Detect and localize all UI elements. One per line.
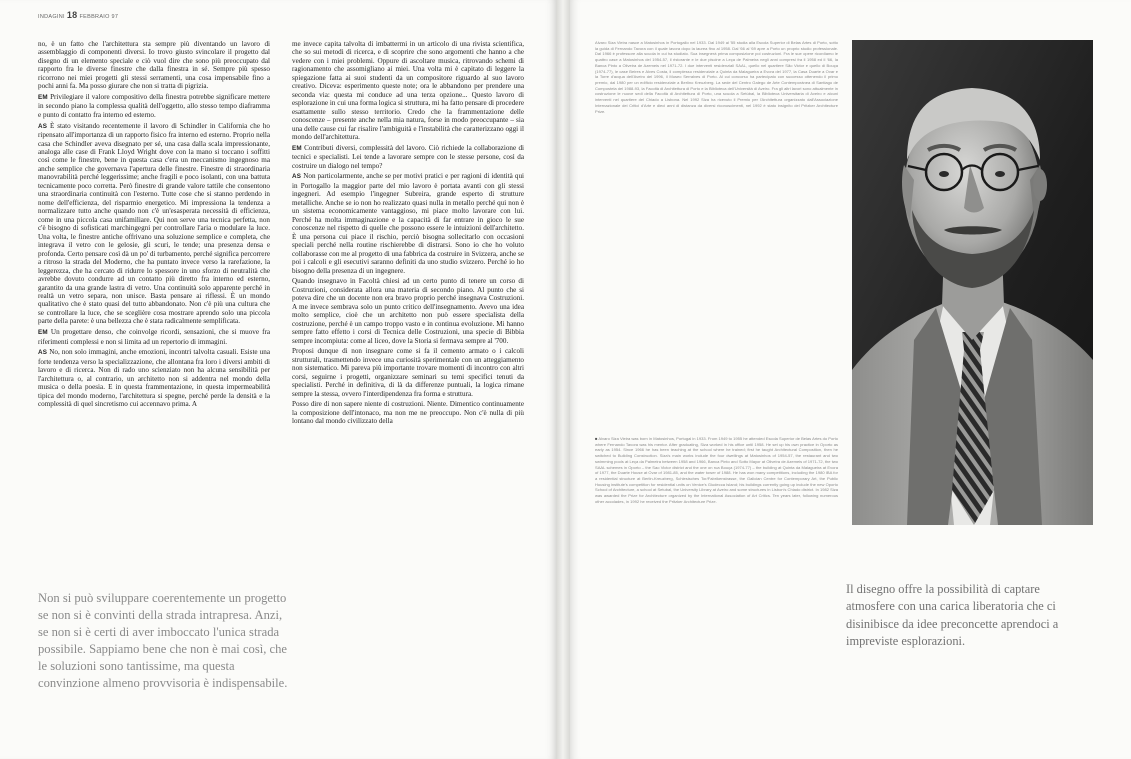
- speaker-label: AS: [292, 173, 302, 181]
- speaker-label: EM: [38, 94, 48, 101]
- speaker-label: EM: [292, 144, 302, 152]
- pull-quote: Non si può sviluppare coerentemente un progetto se non si è convinti della strada intrapresa. Anzi, se non si è certi di aver imboccato l'unica strada possibile. Sappiamo bene che non è mai così, che le soluzioni sono tantissime, ma questa convinzione almeno provvisoria è indispensabile.: [38, 591, 288, 690]
- paragraph: [38, 328, 270, 346]
- paragraph: [292, 144, 524, 170]
- paragraph-text: Contributi diversi, complessità del lavoro. Ciò richiede la collaborazione di tecnici e specialisti. Lei tende a lavorare sempre con le stesse persone, così da costruire un dialogo nel tempo?: [292, 143, 524, 170]
- paragraph: [38, 40, 270, 91]
- portrait-photo: [852, 40, 1093, 525]
- paragraph: [38, 93, 270, 119]
- page-number: 18: [66, 10, 78, 20]
- paragraph: [292, 277, 524, 345]
- paragraph-text: no, è un fatto che l'architettura sta sempre più diventando un lavoro di assemblaggio di componenti diversi. Io trovo giusto svincolare il progetto dal disegno di un elemento speciale e ciò vuol dire che sono più preoccupato dal rapporto fra le diverse finestre che dalla finestra in sé. Sempre più spesso ricorrono nei miei progetti gli stessi serramenti, una cosa impensabile fino a pochi anni fa. Ma posso giurare che non si tratta di pigrizia.: [38, 40, 270, 91]
- speaker-label: EM: [38, 329, 48, 337]
- paragraph-text: No, non solo immagini, anche emozioni, incontri talvolta casuali. Esiste una forte tendenza verso la specializzazione, che allontana fra loro i diversi ambiti di lavoro e di ricerca. Non di rado uno scienziato non ha alcuna sensibilità per l'architettura o, al contrario, un architetto non si addentra nel mondo della musica o della poesia. E in questa frammentazione, in questa impermeabilità tipica del mondo moderno, l'architettura si spegne, perché perde la densità e la complessità di quel sincretismo cui accennavo prima. A: [38, 348, 270, 408]
- paragraph: [292, 172, 524, 275]
- paragraph-text: Posso dire di non sapere niente di costruzioni. Niente. Dimentico continuamente la composizione dell'intonaco, ma non me ne preoccupo. Non c'è nulla di più lontano dal mondo civilizzato della: [292, 400, 524, 426]
- paragraph-text: È stato visitando recentemente il lavoro di Schindler in California che ho ripensato all'importanza di un rapporto fisico fra interno ed esterno. Proprio nella casa che Schindler aveva disegnato per sé, una casa dalla scala impressionante, analoga alle case di Frank Lloyd Wright dove con la mano si toccano i soffitti così come le finestre, bene in questa casa c'era un meccanismo ingegnoso ma anche semplice che governava l'apertura delle finestre. Finestre di straordinaria manovrabilità perché leggerissime; anche fragili e poco isolanti, con una battuta tecnicamente poco corretta. Però finestre di grande valore tattile che consentono una straordinaria continuità con l'esterno. Tutte cose che si stanno perdendo in nome dell'efficienza, del risparmio energetico. Mi impressiona la tendenza a normalizzare tutto anche quando non c'è un'esasperata necessità di efficienza, come in una piccola casa unifamiliare. Qui non serve una tecnica perfetta, non c'è bisogno di sofisticati marchingegni per controllare l'aria o modulare la luce. Una volta, le finestre antiche offrivano una soluzione semplice e completa, che integrava il vetro con le gelosie, gli scuri, le tende; una presenza densa e profonda. Certo pensare così dà un po' di turbamento, perché significa percorrere a ritroso la strada del Moderno, che ha puntato invece verso la rarefazione, la leggerezza, che ha cercato di ridurre lo spessore in uno sforzo di neutralità che avrebbe dovuto condurre ad un contatto più diretto fra interno ed esterno, garantito da una grande lastra di vetro. Una continuità solo apparente perché in realtà un vetro separa, non unisce. Basta pensare ai riflessi. È un mondo qualitativo che è stato quasi del tutto abbandonato. Non c'è più una cultura che se controllare la luce, che se sceglière cosa mostrare aprendo solo una piccola parte della parete: è una bellezza che è stata radicalmente semplificata.: [38, 121, 270, 326]
- paragraph-text: Un progettare denso, che coinvolge ricordi, sensazioni, che si muove fra riferimenti complessi e non si limita ad un repertorio di immagini.: [38, 328, 270, 346]
- paragraph: [38, 348, 270, 408]
- paragraph-text: Non particolarmente, anche se per motivi pratici e per ragioni di identità qui in Portogallo la maggior parte del mio lavoro è portata avanti con gli stessi ingegneri. Ad esempio l'ingegner Subreira, grande esperto di strutture metalliche. Anche se io non ho realizzato quasi nulla in metallo perché qui non è un sistema economicamente vantaggioso, mi piace molto lavorare con lui. Perché ha molta immaginazione e la capacità di far entrare in gioco le sue conoscenze nel rispetto di quelle che possono essere le intuizioni dell'architetto. È una persona cui piace il rischio, perciò bisogna sollecitarlo con occasioni speciali perché nella routine rischierebbe di distrarsi. Sono io che ho voluto collaborasse con me al progetto di una fabbrica da costruire in Svizzera, anche se poi i calcoli e gli esecutivi saranno definiti da uno studio svizzero. Perché io ho bisogno della presenza di un ingegnere.: [292, 172, 524, 275]
- text-column-1: [38, 40, 270, 411]
- left-page: [0, 0, 556, 759]
- paragraph-text: Proposi dunque di non insegnare come si fa il cemento armato o i calcoli strutturali, trasmettendo invece una curiosità sperimentale con un atteggiamento non sistematico. Mi pareva più importante trovare momenti di incontro con altri corsi, seguirne i progetti, organizzare seminari su temi specifici tenuti da specialisti. Perché in definitiva, di là da differenze puntuali, la logica rimane sempre la stessa, ovvero l'interdipendenza fra forma e struttura.: [292, 347, 524, 398]
- pull-quote-right: Il disegno offre la possibilità di captare atmosfere con una carica liberatoria che ci disinibisce da idee preconcette aprendoci a impreviste esplorazioni.: [846, 582, 1059, 648]
- caption-english: [595, 436, 838, 505]
- paragraph: [292, 40, 524, 142]
- text-column-2: [292, 40, 524, 428]
- caption-english-text: Alvaro Siza Vieira was born in Matosinhos, Portugal in 1933. From 1949 to 1955 he attended Escola Superior de Belas Artes do Porto where Fernando Tavora was his mentor. After graduating, Siza worked in his office until 1958. He set up his own practice in Oporto as early as 1954. Since 1966 he has been teaching at the school where he trained; first he taught Architectural Composition, then he switched to Building Construction. Siza's main works include the four dwellings at Matosinhos of 1954-57, the restaurant and two swimming pools at Leça da Palmeira between 1958 and 1966, Banca Pinto and Sotto Mayor at Oliveira de Azemeis of 1971-72, the two SAAL schemes in Oporto – the Sao Victor district and the one on rua Bouça (1974-77) – the building at Quinta da Malagueira at Evora of 1977, the Duarte House at Ovar of 1981-85, and the water tower of 1988. He has won many competitions, including the 1980 IBA for a residential structure at Berlin-Kreuzberg, Schlesisches Tor/Fabrikenstrasse, the Galician Centre for Contemporary Art, the Public Housing institute's competition for residential units on Venice's Giudecca Island; his buildings currently going up include the new Oporto School of Architecture, a school at Setubal, the University Library at Aveiro and some structures in Lisbon's Chiado district. In 1982 Siza was awarded the Prize for Architecture organized by the International Association of Art Critics. Ten years later, following numerous other accolades, in 1992 he received the Pritzker Architecture Prize.: [595, 436, 838, 504]
- paragraph: [292, 400, 524, 425]
- caption-italian: Alvaro Siza Vieira nasce a Matosinhos in Portogallo nel 1933. Dal 1949 al '55 studia alla Escola Superior di Belas Artes di Porto, sotto la guida di Fernando Tavora con il quale lavora dopo la laurea fino al 1958. Dal '66 al '69 apre a Porto un proprio studio professionale. Dal 1966 è professore alla scuola in cui ha studiato. Sua insegnerà prima composizione poi costruzioni. Fra le sue opere ricordiamo le quattro case a Matosinhos del 1954-57, il ristorante e le due piscine a Leça de Palmeira negli anni compresi fra il 1958 ed il '66, la Banca Pinto a Oliveira de Azemeis nel 1971-72. I due interventi residenziali SAAL, quello nel quartiere São Victor e quello di Bouça (1974-77), le case Beires e Alves Costa, il complesso residenziale a Quinta da Malagueira a Evora del 1977, la Casa Duarte a Ovar e la Torre d'acqua dell'Aveiro del 1996, il Museo Serralves di Porto. Al cui concorso ha partecipato con successo ottenendo il primo premio, dal 1980 per un edificio residenziale a Berlino Kreuzberg. La sede del Centro Galego de Arte Contemporánea di Santiago de Compostela del 1988-93, la Facoltà di Architettura di Porto e la Biblioteca dell'Università di Aveiro. Fra gli altri lavori sono attualmente in costruzione le nuove sedi della Facoltà di Architettura di Porto, una scuola a Setúbal, la Biblioteca Universitaria di Aveiro e alcuni interventi nel quartiere del Chiado a Lisbona. Nel 1992 Siza ha ricevuto il Premio per l'Architettura organizzato dall'Associazione Internazionale dei Critici d'Arte e dieci anni di distanza da diversi riconoscimenti, nel 1992 è stato insignito del Pritzker Architecture Prize.: [595, 40, 838, 114]
- book-gutter: [556, 0, 570, 759]
- paragraph: [292, 347, 524, 398]
- paragraph-text: Quando insegnavo in Facoltà chiesi ad un certo punto di tenere un corso di Costruzioni, considerata allora una materia di secondo piano. Al punto che si poteva dire che un docente non era bravo proprio perché insegnava Costruzioni. A me invece sembrava solo un punto critico dell'insegnamento. Avevo una idea molto semplice, cioè che un architetto non può essere specialista della costruzione, perché è un campo troppo vasto e in continua evoluzione. Mi hanno sempre fatto effetto i corsi di Tecnica delle Costruzioni, una specie di Bibbia sempre incompiuta: come al liceo, dove la Storia si fermava sempre al '700.: [292, 277, 524, 345]
- speaker-label: AS: [38, 122, 48, 130]
- portrait-photo-illustration: [852, 40, 1093, 525]
- paragraph: [38, 122, 270, 326]
- running-head: [38, 10, 118, 20]
- speaker-label: AS: [38, 349, 48, 357]
- paragraph-text: me invece capita talvolta di imbattermi in un articolo di una rivista scientifica, che so sui metodi di ricerca, e di scoprire che sono argomenti che hanno a che vedere con i miei problemi. Oppure di ascoltare musica, ritrovando schemi di ragionamento che assomigliano ai miei. Una volta mi è capitato di leggere la spiegazione fatta ai suoi studenti da un compositore riguardo al suo lavoro creativo. Diceva: esperimento queste note; ora le abbandono per prendere una seconda via: questa mi conduce ad una terza opzione... Questo lavoro di esplorazione in cui una forma logica si struttura, mi ha fatto pensare di procedere esattamente sullo stesso territorio. Credo che la frammentazione delle conoscenze – presente anche nella mia natura, forse in modo preoccupante – sia una delle cause cui far risalire l'ambiguità e l'instabilità che caratterizzano oggi il mondo dell'architettura.: [292, 40, 524, 142]
- running-head-section: INDAGINI: [38, 14, 65, 20]
- caption-marker: ■: [595, 436, 598, 441]
- running-head-issue: FEBBRAIO 97: [79, 14, 119, 20]
- paragraph-text: Privilegiare il valore compositivo della finestra potrebbe significare mettere in secondo piano la complessa qualità dell'oggetto, allo stesso tempo diaframma e punto di contatto fra interno ed esterno.: [38, 93, 270, 119]
